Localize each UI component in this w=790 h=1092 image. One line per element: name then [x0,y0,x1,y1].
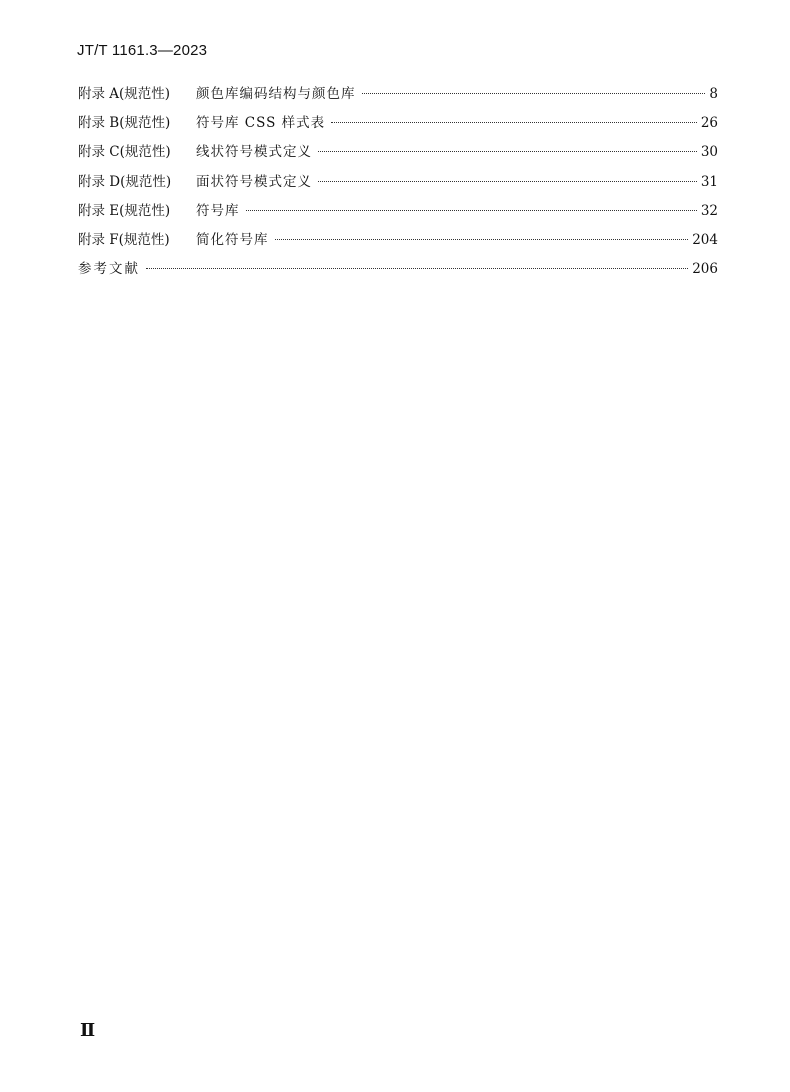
toc-entry-prefix: 附录 C(规范性) [78,144,171,161]
toc-entry-page: 204 [692,231,718,248]
dot-leader [318,151,697,152]
toc-entry-appendix-d[interactable] [78,170,718,199]
dot-leader [331,122,697,123]
toc-entry-prefix: 附录 D(规范性) [78,173,172,190]
toc-entry-appendix-c[interactable] [78,140,718,169]
toc-entry-appendix-b[interactable] [78,111,718,140]
toc-entry-appendix-a[interactable] [78,82,718,111]
toc-entry-title: 简化符号库 [196,231,269,248]
toc-entry-title: 线状符号模式定义 [196,144,312,161]
toc-entry-page: 26 [700,115,718,132]
toc-entry-appendix-f[interactable] [78,228,718,257]
dot-leader [275,239,689,240]
toc-entry-references[interactable] [78,257,718,286]
toc-entry-page: 30 [700,144,718,161]
toc-entry-title: 面状符号模式定义 [196,173,312,190]
toc-entry-page: 8 [709,86,718,102]
toc-entry-title: 颜色库编码结构与颜色库 [196,86,356,102]
toc-entry-prefix: 附录 E(规范性) [78,202,171,219]
toc-entry-page: 31 [700,173,718,190]
table-of-contents [78,82,718,286]
toc-entry-title: 符号库 [196,202,240,219]
toc-entry-prefix: 附录 F(规范性) [78,231,170,248]
toc-entry-prefix: 附录 B(规范性) [78,115,171,132]
toc-entry-prefix: 附录 A(规范性) [78,86,171,102]
toc-entry-title: 参考文献 [78,261,140,278]
document-code-header: JT/T 1161.3—2023 [77,42,208,59]
dot-leader [362,93,706,94]
toc-entry-page: 32 [700,202,718,219]
page-number: Ⅱ [80,1020,96,1040]
toc-entry-page: 206 [692,261,718,278]
dot-leader [146,268,688,269]
dot-leader [318,181,697,182]
toc-entry-appendix-e[interactable] [78,199,718,228]
dot-leader [246,210,697,211]
toc-entry-title: 符号库 CSS 样式表 [196,115,326,132]
